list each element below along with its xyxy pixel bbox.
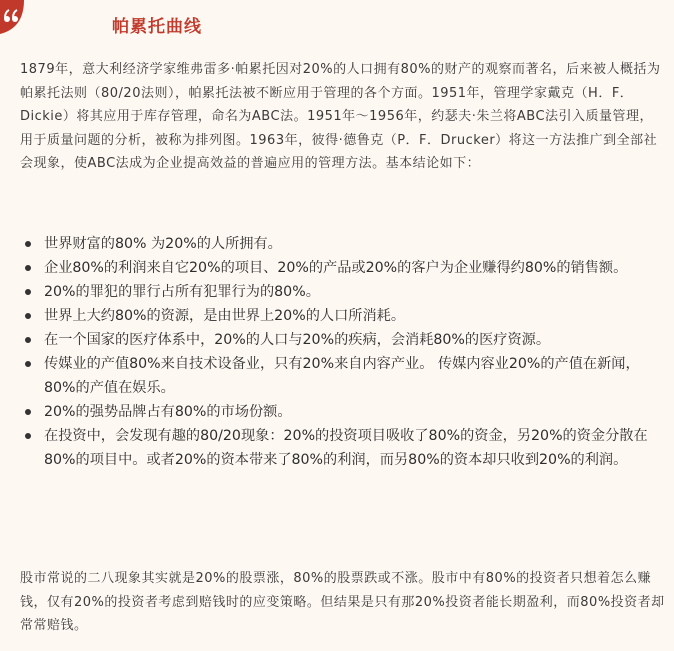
- list-item-text: 20%的罪犯的罪行占所有犯罪行为的80%。: [44, 284, 320, 300]
- list-item: [20, 232, 670, 256]
- bullet-icon: [25, 289, 31, 295]
- conclusion-list: [20, 232, 670, 472]
- list-item-text: 世界财富的80% 为20%的人所拥有。: [44, 236, 282, 252]
- list-item: [20, 400, 670, 424]
- page-title: 帕累托曲线: [112, 17, 202, 37]
- list-item-text: 企业80%的利润来自它20%的项目、20%的产品或20%的客户为企业赚得约80%的销售额。: [44, 260, 628, 276]
- bullet-icon: [25, 409, 31, 415]
- list-item-text: 传媒业的产值80%来自技术设备业，只有20%来自内容产业。 传媒内容业20%的产值在新闻，80%的产值在娱乐。: [44, 356, 640, 396]
- list-item: [20, 352, 670, 400]
- intro-paragraph: 1879年，意大利经济学家维弗雷多·帕累托因对20%的人口拥有80%的财产的观察而著名，后来被人概括为帕累托法则（80/20法则），帕累托法被不断应用于管理的各个方面。1951年，管理学家戴克（H．F．Dickie）将其应用于库存管理，命名为ABC法。1951年～1956年，约瑟夫·朱兰将ABC法引入质量管理，用于质量问题的分析，被称为排列图。1963年，彼得·德鲁克（P．F．Drucker）将这一方法推广到全部社会现象，使ABC法成为企业提高效益的普遍应用的管理方法。基本结论如下：: [20, 62, 661, 171]
- list-item-text: 在一个国家的医疗体系中，20%的人口与20%的疾病，会消耗80%的医疗资源。: [44, 332, 551, 348]
- list-item: [20, 424, 670, 472]
- bullet-icon: [25, 337, 31, 343]
- list-item: [20, 304, 670, 328]
- list-item: [20, 328, 670, 352]
- list-item: [20, 280, 670, 304]
- list-item-text: 20%的强势品牌占有80%的市场份额。: [44, 404, 292, 420]
- bullet-icon: [25, 313, 31, 319]
- bullet-icon: [25, 361, 31, 367]
- quote-mark-icon: [0, 0, 44, 40]
- list-item-text: 世界上大约80%的资源，是由世界上20%的人口所消耗。: [44, 308, 406, 324]
- list-item: [20, 256, 670, 280]
- bullet-icon: [25, 241, 31, 247]
- bullet-icon: [25, 433, 31, 439]
- outro-paragraph: 股市常说的二八现象其实就是20%的股票涨，80%的股票跌或不涨。股市中有80%的投资者只想着怎么赚钱，仅有20%的投资者考虑到赔钱时的应变策略。但结果是只有那20%投资者能长期盈利，而80%投资者却常常赔钱。: [20, 571, 665, 633]
- list-item-text: 在投资中，会发现有趣的80/20现象：20%的投资项目吸收了80%的资金，另20%的资金分散在80%的项目中。或者20%的资本带来了80%的利润，而另80%的资本却只收到20%的利润。: [44, 428, 648, 468]
- bullet-icon: [25, 265, 31, 271]
